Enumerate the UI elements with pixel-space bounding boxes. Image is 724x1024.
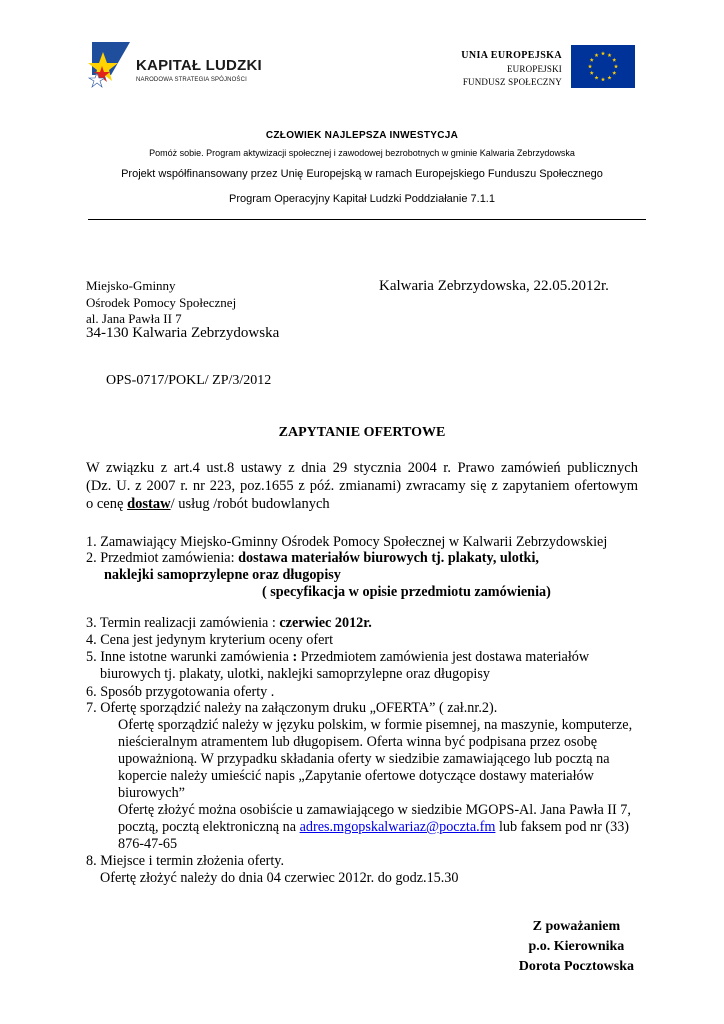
intro-delivery-emphasis: dostaw [127,496,171,512]
item-2-subject: dostawa materiałów biurowych tj. plakaty, ulotki, [238,550,539,566]
item-7: 7. Ofertę sporządzić należy na załączonym druku „OFERTA” ( zał.nr.2). [86,700,498,716]
item-4: 4. Cena jest jedynym kryterium oceny ofert [86,632,334,648]
signature-role: p.o. Kierownika [528,939,625,954]
fax-number: 876-47-65 [118,836,178,852]
eu-fund-label-2: FUNDUSZ SPOŁECZNY [462,77,562,87]
item-5-line-2: biurowych tj. plakaty, ulotki, naklejki samoprzylepne oraz długopisy [100,666,490,682]
program-title: CZŁOWIEK NAJLEPSZA INWESTYCJA [265,130,459,141]
eu-union-label: UNIA EUROPEJSKA [461,50,562,61]
item-7-para-2-line-1: Ofertę złożyć można osobiście u zamawiającego w siedzibie MGOPS-Al. Jana Pawła II 7, [118,802,631,818]
sender-line-1: Miejsko-Gminny [86,278,176,293]
item-8: 8. Miejsce i termin złożenia oferty. [86,853,285,869]
item-3-label: 3. Termin realizacji zamówienia : [86,615,280,631]
program-subtitle: Pomóż sobie. Program aktywizacji społecznej i zawodowej bezrobotnych w gminie Kalwaria Zebrzydowska [149,148,575,158]
item-3 [86,615,372,632]
intro-line-3 [86,495,638,513]
item-5-colon: : [292,649,298,665]
item-7-para-1-line-3: upoważnioną. W przypadku składania oferty w siedzibie zamawiającego lub pocztą na [118,751,610,767]
item-2-line-3: ( specyfikacja w opisie przedmiotu zamówienia) [262,584,551,600]
kapital-ludzki-title: KAPITAŁ LUDZKI [136,57,262,74]
intro-line-2: (Dz. U. z 2007 r. nr 223, poz.1655 z póź. zmianami) zwracamy się z zapytaniem ofertowym [86,478,638,494]
item-7-para-1-line-5: biurowych” [118,785,185,801]
item-2-label: 2. Przedmiot zamówienia: [86,550,239,566]
item-5-label: 5. Inne istotne warunki zamówienia [86,649,293,665]
intro-line-3-prefix: o cenę [86,496,128,512]
item-5-text: Przedmiotem zamówienia jest dostawa materiałów [297,649,590,665]
item-5 [86,649,589,666]
item-3-deadline: czerwiec 2012r. [279,615,372,631]
sender-line-4: 34-130 Kalwaria Zebrzydowska [86,325,280,341]
signature-block [519,917,634,977]
item-8-line-2: Ofertę złożyć należy do dnia 04 czerwiec 2012r. do godz.15.30 [100,870,459,886]
item-7-para-2-line-2 [118,819,629,836]
kapital-ludzki-subtitle: NARODOWA STRATEGIA SPÓJNOŚCI [136,77,247,83]
item-2 [86,550,539,567]
item-7-para-1-line-1: Ofertę sporządzić należy w języku polskim, w formie pisemnej, na maszynie, komputerze, [118,717,633,733]
signature-name: Dorota Pocztowska [518,959,634,974]
eu-fund-label-1: EUROPEJSKI [506,64,562,74]
intro-line-3-suffix: / usług /robót budowlanych [170,496,330,512]
intro-line-1: W związku z art.4 ust.8 ustawy z dnia 29 stycznia 2004 r. Prawo zamówień publicznych [86,460,638,476]
sender-line-3: al. Jana Pawła II 7 [86,311,182,326]
document-title: ZAPYTANIE OFERTOWE [278,425,446,440]
header-divider [88,219,646,220]
operational-program: Program Operacyjny Kapitał Ludzki Poddziałanie 7.1.1 [229,193,495,205]
item-2-line-2: naklejki samoprzylepne oraz długopisy [104,567,341,583]
item-7-fax-label: lub faksem pod nr (33) [495,819,630,835]
place-and-date: Kalwaria Zebrzydowska, 22.05.2012r. [379,278,609,294]
sender-line-2: Ośrodek Pomocy Społecznej [86,295,237,310]
item-7-para-1-line-4: kopercie należy umieścić napis „Zapytanie ofertowe dotyczące dostawy materiałów [118,768,594,784]
signature-closing: Z poważaniem [532,919,621,934]
item-6: 6. Sposób przygotowania oferty . [86,684,275,700]
reference-number: OPS-0717/POKL/ ZP/3/2012 [106,373,272,388]
email-link[interactable]: adres.mgopskalwariaz@poczta.fm [299,819,496,835]
cofinancing-note: Projekt współfinansowany przez Unię Europejską w ramach Europejskiego Funduszu Społecznego [121,168,603,180]
intro-paragraph [86,459,638,513]
item-7-delivery-methods: pocztą, pocztą elektroniczną na [118,819,300,835]
item-1: 1. Zamawiający Miejsko-Gminny Ośrodek Pomocy Społecznej w Kalwarii Zebrzydowskiej [86,534,608,550]
eu-flag-icon [571,45,635,88]
item-7-para-1-line-2: nieścieralnym atramentem lub długopisem. Oferta winna być podpisana przez osobę [118,734,598,750]
